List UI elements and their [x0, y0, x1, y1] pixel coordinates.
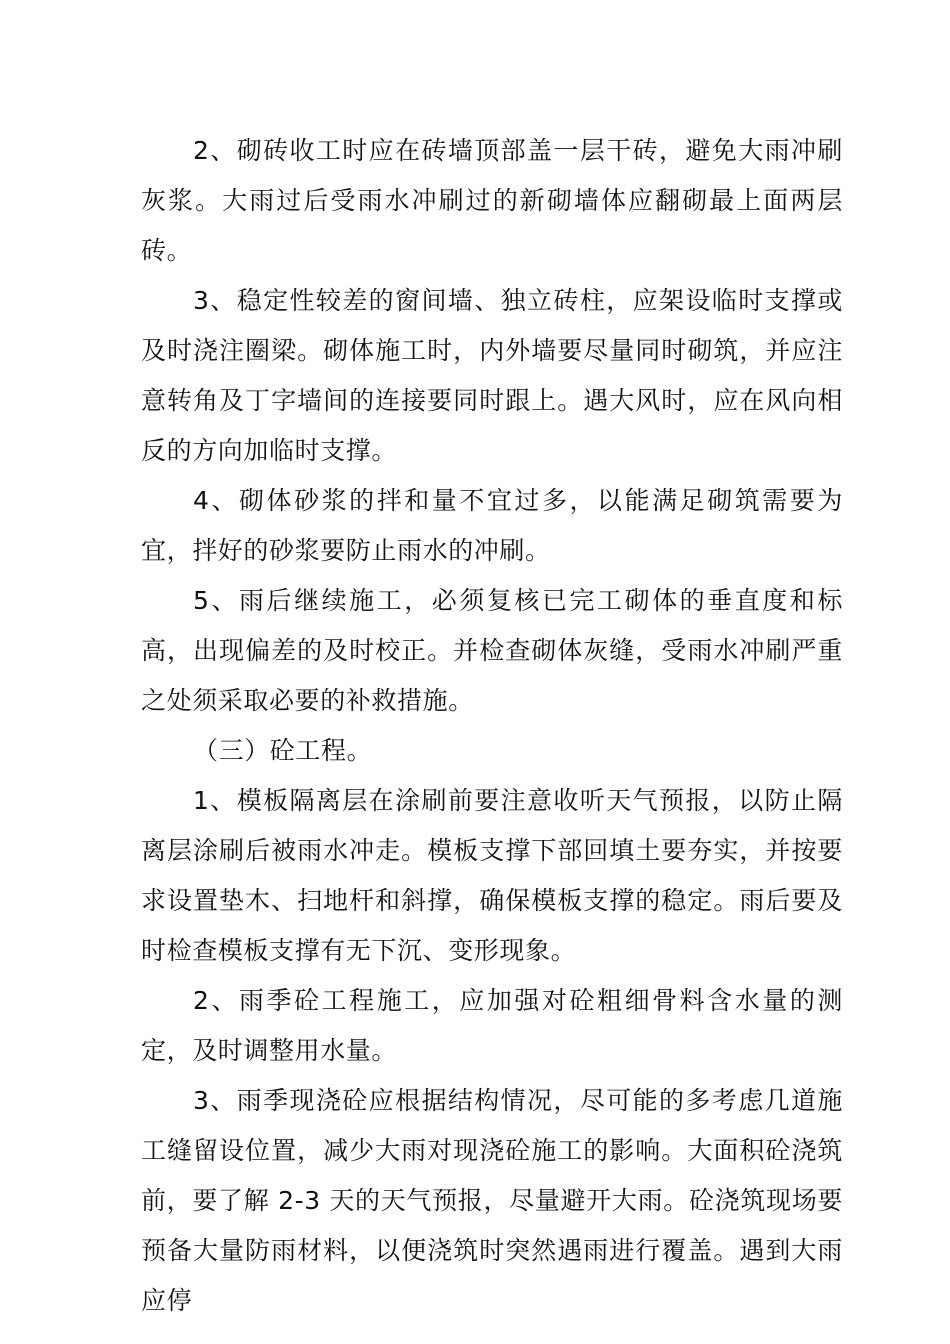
document-body — [141, 126, 843, 1326]
paragraph-concrete-2: 2、雨季砼工程施工，应加强对砼粗细骨料含水量的测定，及时调整用水量。 — [141, 986, 843, 1065]
paragraph-masonry-4: 4、砌体砂浆的拌和量不宜过多，以能满足砌筑需要为宜，拌好的砂浆要防止雨水的冲刷。 — [141, 486, 843, 565]
paragraph-masonry-2: 2、砌砖收工时应在砖墙顶部盖一层干砖，避免大雨冲刷灰浆。大雨过后受雨水冲刷过的新砌墙体应翻砌最上面两层砖。 — [141, 136, 843, 265]
paragraph-concrete-3: 3、雨季现浇砼应根据结构情况，尽可能的多考虑几道施工缝留设位置，减少大雨对现浇砼施工的影响。大面积砼浇筑前，要了解 2-3 天的天气预报，尽量避开大雨。砼浇筑现场要预备大量防雨材料，以便浇筑时突然遇雨进行覆盖。遇到大雨应停 — [141, 1086, 843, 1315]
section-heading-concrete: （三）砼工程。 — [193, 736, 373, 765]
paragraph-concrete-1: 1、模板隔离层在涂刷前要注意收听天气预报，以防止隔离层涂刷后被雨水冲走。模板支撑下部回填土要夯实，并按要求设置垫木、扫地杆和斜撑，确保模板支撑的稳定。雨后要及时检查模板支撑有无下沉、变形现象。 — [141, 786, 843, 965]
paragraph-masonry-3: 3、稳定性较差的窗间墙、独立砖柱，应架设临时支撑或及时浇注圈梁。砌体施工时，内外墙要尽量同时砌筑，并应注意转角及丁字墙间的连接要同时跟上。遇大风时，应在风向相反的方向加临时支撑。 — [141, 286, 843, 465]
paragraph-masonry-5: 5、雨后继续施工，必须复核已完工砌体的垂直度和标高，出现偏差的及时校正。并检查砌体灰缝，受雨水冲刷严重之处须采取必要的补救措施。 — [141, 586, 843, 715]
